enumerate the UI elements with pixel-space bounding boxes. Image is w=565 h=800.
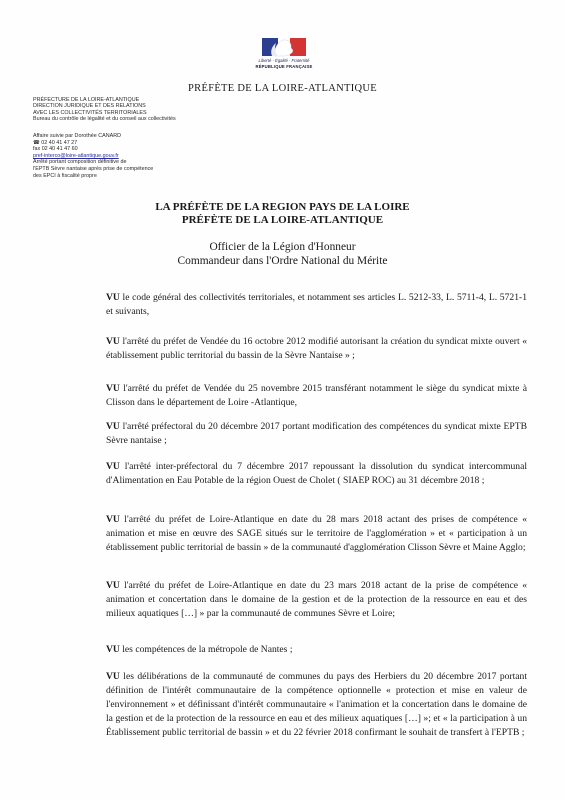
vu-label: VU bbox=[106, 292, 120, 303]
vu-label: VU bbox=[106, 336, 120, 347]
left-header bbox=[33, 97, 263, 123]
vu-paragraph bbox=[106, 382, 527, 410]
object-line: des EPCI à fiscalité propre bbox=[33, 172, 97, 179]
object-line: Arrêté portant composition définitive de bbox=[33, 159, 127, 166]
vu-text: les compétences de la métropole de Nantes ; bbox=[119, 644, 293, 655]
vu-paragraph bbox=[106, 670, 527, 740]
vu-paragraph bbox=[106, 335, 527, 363]
subheading-line-1: Officier de la Légion d'Honneur bbox=[209, 241, 356, 253]
vu-text: les délibérations de la communauté de communes du pays des Herbiers du 20 décembre 2017 portant définition de l'intérêt communautaire de la compétence optionnelle « protection et mise en valeur de l'environnement » et définissant d'intérêt communautaire « l'animation et la concertation dans le domaine de la gestion et de la protection de la ressource en eau et des milieux aquatiques […] »; et « la participation à un Établissement public territorial de bassin » et du 22 février 2018 confirmant le souhait de transfert à l'EPTB ; bbox=[106, 671, 527, 738]
logo-motto: Liberté · Égalité · Fraternité bbox=[258, 58, 310, 63]
vu-paragraph bbox=[106, 579, 527, 621]
vu-paragraph bbox=[106, 291, 527, 319]
subheading bbox=[0, 240, 565, 268]
header-line: AVEC LES COLLECTIVITÉS TERRITORIALES bbox=[33, 109, 147, 116]
vu-paragraph bbox=[106, 513, 527, 555]
vu-label: VU bbox=[106, 421, 120, 432]
vu-text: l'arrêté préfectoral du 20 décembre 2017 portant modification des compétences du syndicat mixte EPTB Sèvre nantaise ; bbox=[106, 421, 527, 446]
vu-paragraph bbox=[106, 460, 527, 488]
affaire-line: Affaire suivie par Dorothée CANARD bbox=[33, 133, 121, 139]
vu-label: VU bbox=[106, 671, 120, 682]
email-link[interactable]: pref-interco@loire-atlantique.gouv.fr bbox=[33, 152, 119, 159]
vu-label: VU bbox=[106, 644, 120, 655]
vu-paragraph bbox=[106, 420, 527, 448]
affaire-block bbox=[33, 133, 263, 179]
vu-label: VU bbox=[106, 383, 120, 394]
heading-line-1: LA PRÉFÈTE DE LA REGION PAYS DE LA LOIRE bbox=[155, 201, 410, 213]
vu-text: l'arrêté du préfet de Vendée du 25 novembre 2015 transférant notamment le siège du syndicat mixte à Clisson dans le département de Loire -Atlantique, bbox=[106, 383, 527, 408]
vu-text: l'arrêté du préfet de Vendée du 16 octobre 2012 modifié autorisant la création du syndicat mixte ouvert « établissement public territorial du bassin de la Sèvre Nantaise » ; bbox=[106, 336, 527, 361]
object-line: l'EPTB Sèvre nantaise après prise de compétence bbox=[33, 165, 154, 172]
logo-republic: RÉPUBLIQUE FRANÇAISE bbox=[255, 64, 313, 69]
vu-text: l'arrêté inter-préfectoral du 7 décembre 2017 repoussant la dissolution du syndicat intercommunal d'Alimentation en Eau Potable de la région Ouest de Cholet ( SIAEP ROC) au 31 décembre 2018 ; bbox=[106, 461, 527, 486]
vu-label: VU bbox=[106, 461, 120, 472]
phone-line: ☎ 02 40 41 47 27 bbox=[33, 139, 78, 146]
vu-label: VU bbox=[106, 514, 120, 525]
vu-label: VU bbox=[106, 580, 120, 591]
header-line: PRÉFECTURE DE LA LOIRE-ATLANTIQUE bbox=[33, 97, 140, 103]
subheading-line-2: Commandeur dans l'Ordre National du Mérite bbox=[177, 255, 388, 267]
vu-text: l'arrêté du préfet de Loire-Atlantique en date du 23 mars 2018 actant de la prise de compétence « animation et concertation dans le domaine de la gestion et de la protection de la ressource en eau et des milieux aquatiques […] » par la communauté de communes Sèvre et Loire; bbox=[106, 580, 527, 619]
top-title: PRÉFÈTE DE LA LOIRE-ATLANTIQUE bbox=[188, 83, 377, 94]
vu-text: l'arrêté du préfet de Loire-Atlantique en date du 28 mars 2018 actant des prises de compétence « animation et mise en œuvre des SAGE situés sur le territoire de l'agglomération » et « participation à un établissement public territorial de bassin » de la communauté d'agglomération Clisson Sèvre et Maine Agglo; bbox=[106, 514, 527, 553]
fax-line: fax 02 40 41 47 60 bbox=[33, 146, 78, 153]
heading-line-2: PRÉFÈTE DE LA LOIRE-ATLANTIQUE bbox=[181, 214, 384, 226]
vu-paragraph bbox=[106, 643, 527, 657]
header-line: DIRECTION JURIDIQUE ET DES RELATIONS bbox=[33, 103, 146, 110]
vu-text: le code général des collectivités territoriales, et notamment ses articles L. 5212-33, L. 5711-4, L. 5721-1 et suivants, bbox=[106, 292, 527, 317]
header-line: Bureau du contrôle de légalité et du conseil aux collectivités bbox=[33, 116, 176, 123]
main-heading bbox=[0, 201, 565, 227]
